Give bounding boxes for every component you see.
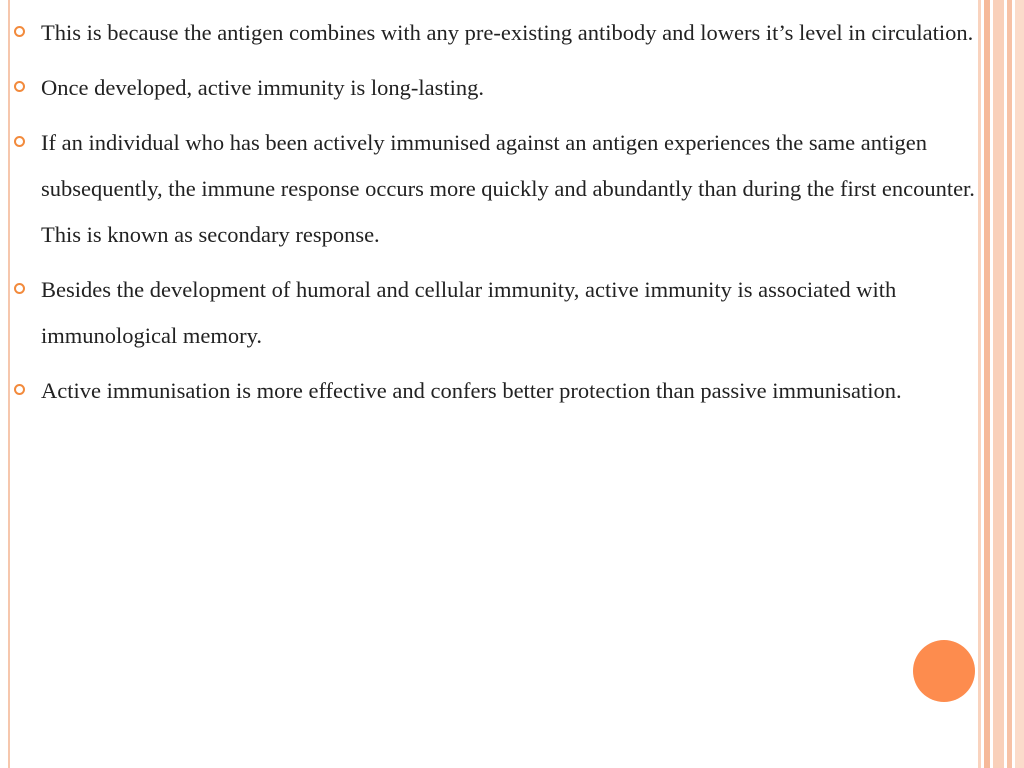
bullet-text: Besides the development of humoral and cellular immunity, active immunity is associated with immunological memory.	[41, 277, 897, 348]
right-decorative-stripe	[993, 0, 1004, 768]
left-decorative-stripe	[8, 0, 10, 768]
hollow-circle-bullet-icon	[14, 136, 25, 147]
orange-circle-decoration-icon	[913, 640, 975, 702]
bullet-text: Once developed, active immunity is long-lasting.	[41, 75, 485, 100]
right-decorative-stripe	[1015, 0, 1024, 768]
hollow-circle-bullet-icon	[14, 81, 25, 92]
hollow-circle-bullet-icon	[14, 283, 25, 294]
bullet-item	[14, 10, 989, 56]
bullet-text: If an individual who has been actively immunised against an antigen experiences the same antigen subsequently, the immune response occurs more quickly and abundantly than during the first encounter. This is known as secondary response.	[41, 130, 975, 247]
bullet-item	[14, 368, 989, 414]
bullet-text: Active immunisation is more effective and confers better protection than passive immunisation.	[41, 378, 902, 403]
hollow-circle-bullet-icon	[14, 26, 25, 37]
bullet-item	[14, 120, 989, 258]
slide-content	[14, 10, 989, 423]
right-decorative-stripe	[1007, 0, 1012, 768]
hollow-circle-bullet-icon	[14, 384, 25, 395]
bullet-item	[14, 267, 989, 359]
bullet-item	[14, 65, 989, 111]
bullet-text: This is because the antigen combines with any pre-existing antibody and lowers it’s level in circulation.	[41, 20, 974, 45]
